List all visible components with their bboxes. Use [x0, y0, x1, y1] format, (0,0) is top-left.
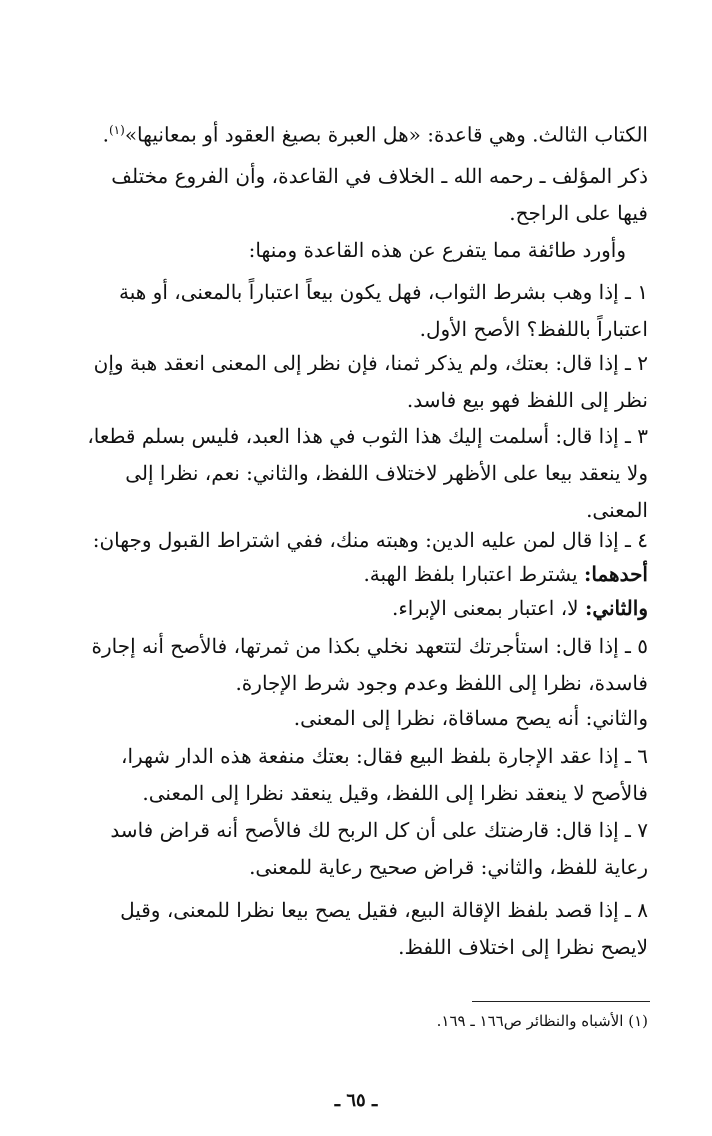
paragraph-label: أحدهما: — [583, 562, 648, 586]
page-number: ـ ٦٥ ـ — [334, 1090, 378, 1111]
paragraph-tail: . — [102, 122, 109, 147]
paragraph-item-5-second: والثاني: أنه يصح مساقاة، نظرا إلى المعنى. — [293, 706, 648, 730]
paragraph-label: والثاني: — [584, 596, 648, 620]
paragraph-item-4-first — [78, 556, 648, 593]
paragraph-item-8: ٨ ـ إذا قصد بلفظ الإقالة البيع، فقيل يصح بيعا نظرا للمعنى، وقيل لايصح نظرا إلى اختلاف اللفظ. — [120, 898, 648, 959]
paragraph-text: الكتاب الثالث. وهي قاعدة: «هل العبرة بصيغ العقود أو بمعانيها» — [124, 122, 648, 147]
footnote: (١) الأشباه والنظائر ص١٦٦ ـ ١٦٩. — [436, 1012, 648, 1030]
paragraph-text: يشترط اعتبارا بلفظ الهبة. — [363, 562, 584, 586]
paragraph-text: لا، اعتبار بمعنى الإبراء. — [391, 596, 585, 620]
paragraph-item-6: ٦ ـ إذا عقد الإجارة بلفظ البيع فقال: بعتك منفعة هذه الدار شهرا، فالأصح لا ينعقد نظرا إلى اللفظ، وقيل ينعقد نظرا إلى المعنى. — [121, 744, 648, 805]
paragraph-item-1: ١ ـ إذا وهب بشرط الثواب، فهل يكون بيعاً اعتباراً بالمعنى، أو هبة اعتباراً باللفظ؟ الأصح الأول. — [119, 280, 648, 341]
paragraph-list-intro: وأورد طائفة مما يتفرع عن هذه القاعدة ومنها: — [248, 238, 626, 262]
paragraph-item-4-second — [78, 590, 648, 627]
paragraph-item-4: ٤ ـ إذا قال لمن عليه الدين: وهبته منك، ففي اشتراط القبول وجهان: — [92, 528, 648, 552]
paragraph-item-2: ٢ ـ إذا قال: بعتك، ولم يذكر ثمنا، فإن نظر إلى المعنى انعقد هبة وإن نظر إلى اللفظ فهو بيع فاسد. — [93, 351, 648, 412]
footnote-divider — [472, 1001, 650, 1002]
paragraph-item-3: ٣ ـ إذا قال: أسلمت إليك هذا الثوب في هذا العبد، فليس بسلم قطعا، ولا ينعقد بيعا على الأظهر لاختلاف اللفظ، والثاني: نعم، نظرا إلى المعنى. — [87, 424, 648, 522]
paragraph-item-7: ٧ ـ إذا قال: قارضتك على أن كل الربح لك فالأصح أنه قراض فاسد رعاية للفظ، والثاني: قراض صحيح رعاية للمعنى. — [110, 818, 648, 879]
paragraph-item-5: ٥ ـ إذا قال: استأجرتك لتتعهد نخلي بكذا من ثمرتها، فالأصح أنه إجارة فاسدة، نظرا إلى اللفظ وعدم وجود شرط الإجارة. — [91, 634, 648, 695]
paragraph-intro — [78, 112, 648, 154]
footnote-marker: (١) — [108, 123, 125, 137]
paragraph-author-note: ذكر المؤلف ـ رحمه الله ـ الخلاف في القاعدة، وأن الفروع مختلف فيها على الراجح. — [111, 164, 648, 225]
